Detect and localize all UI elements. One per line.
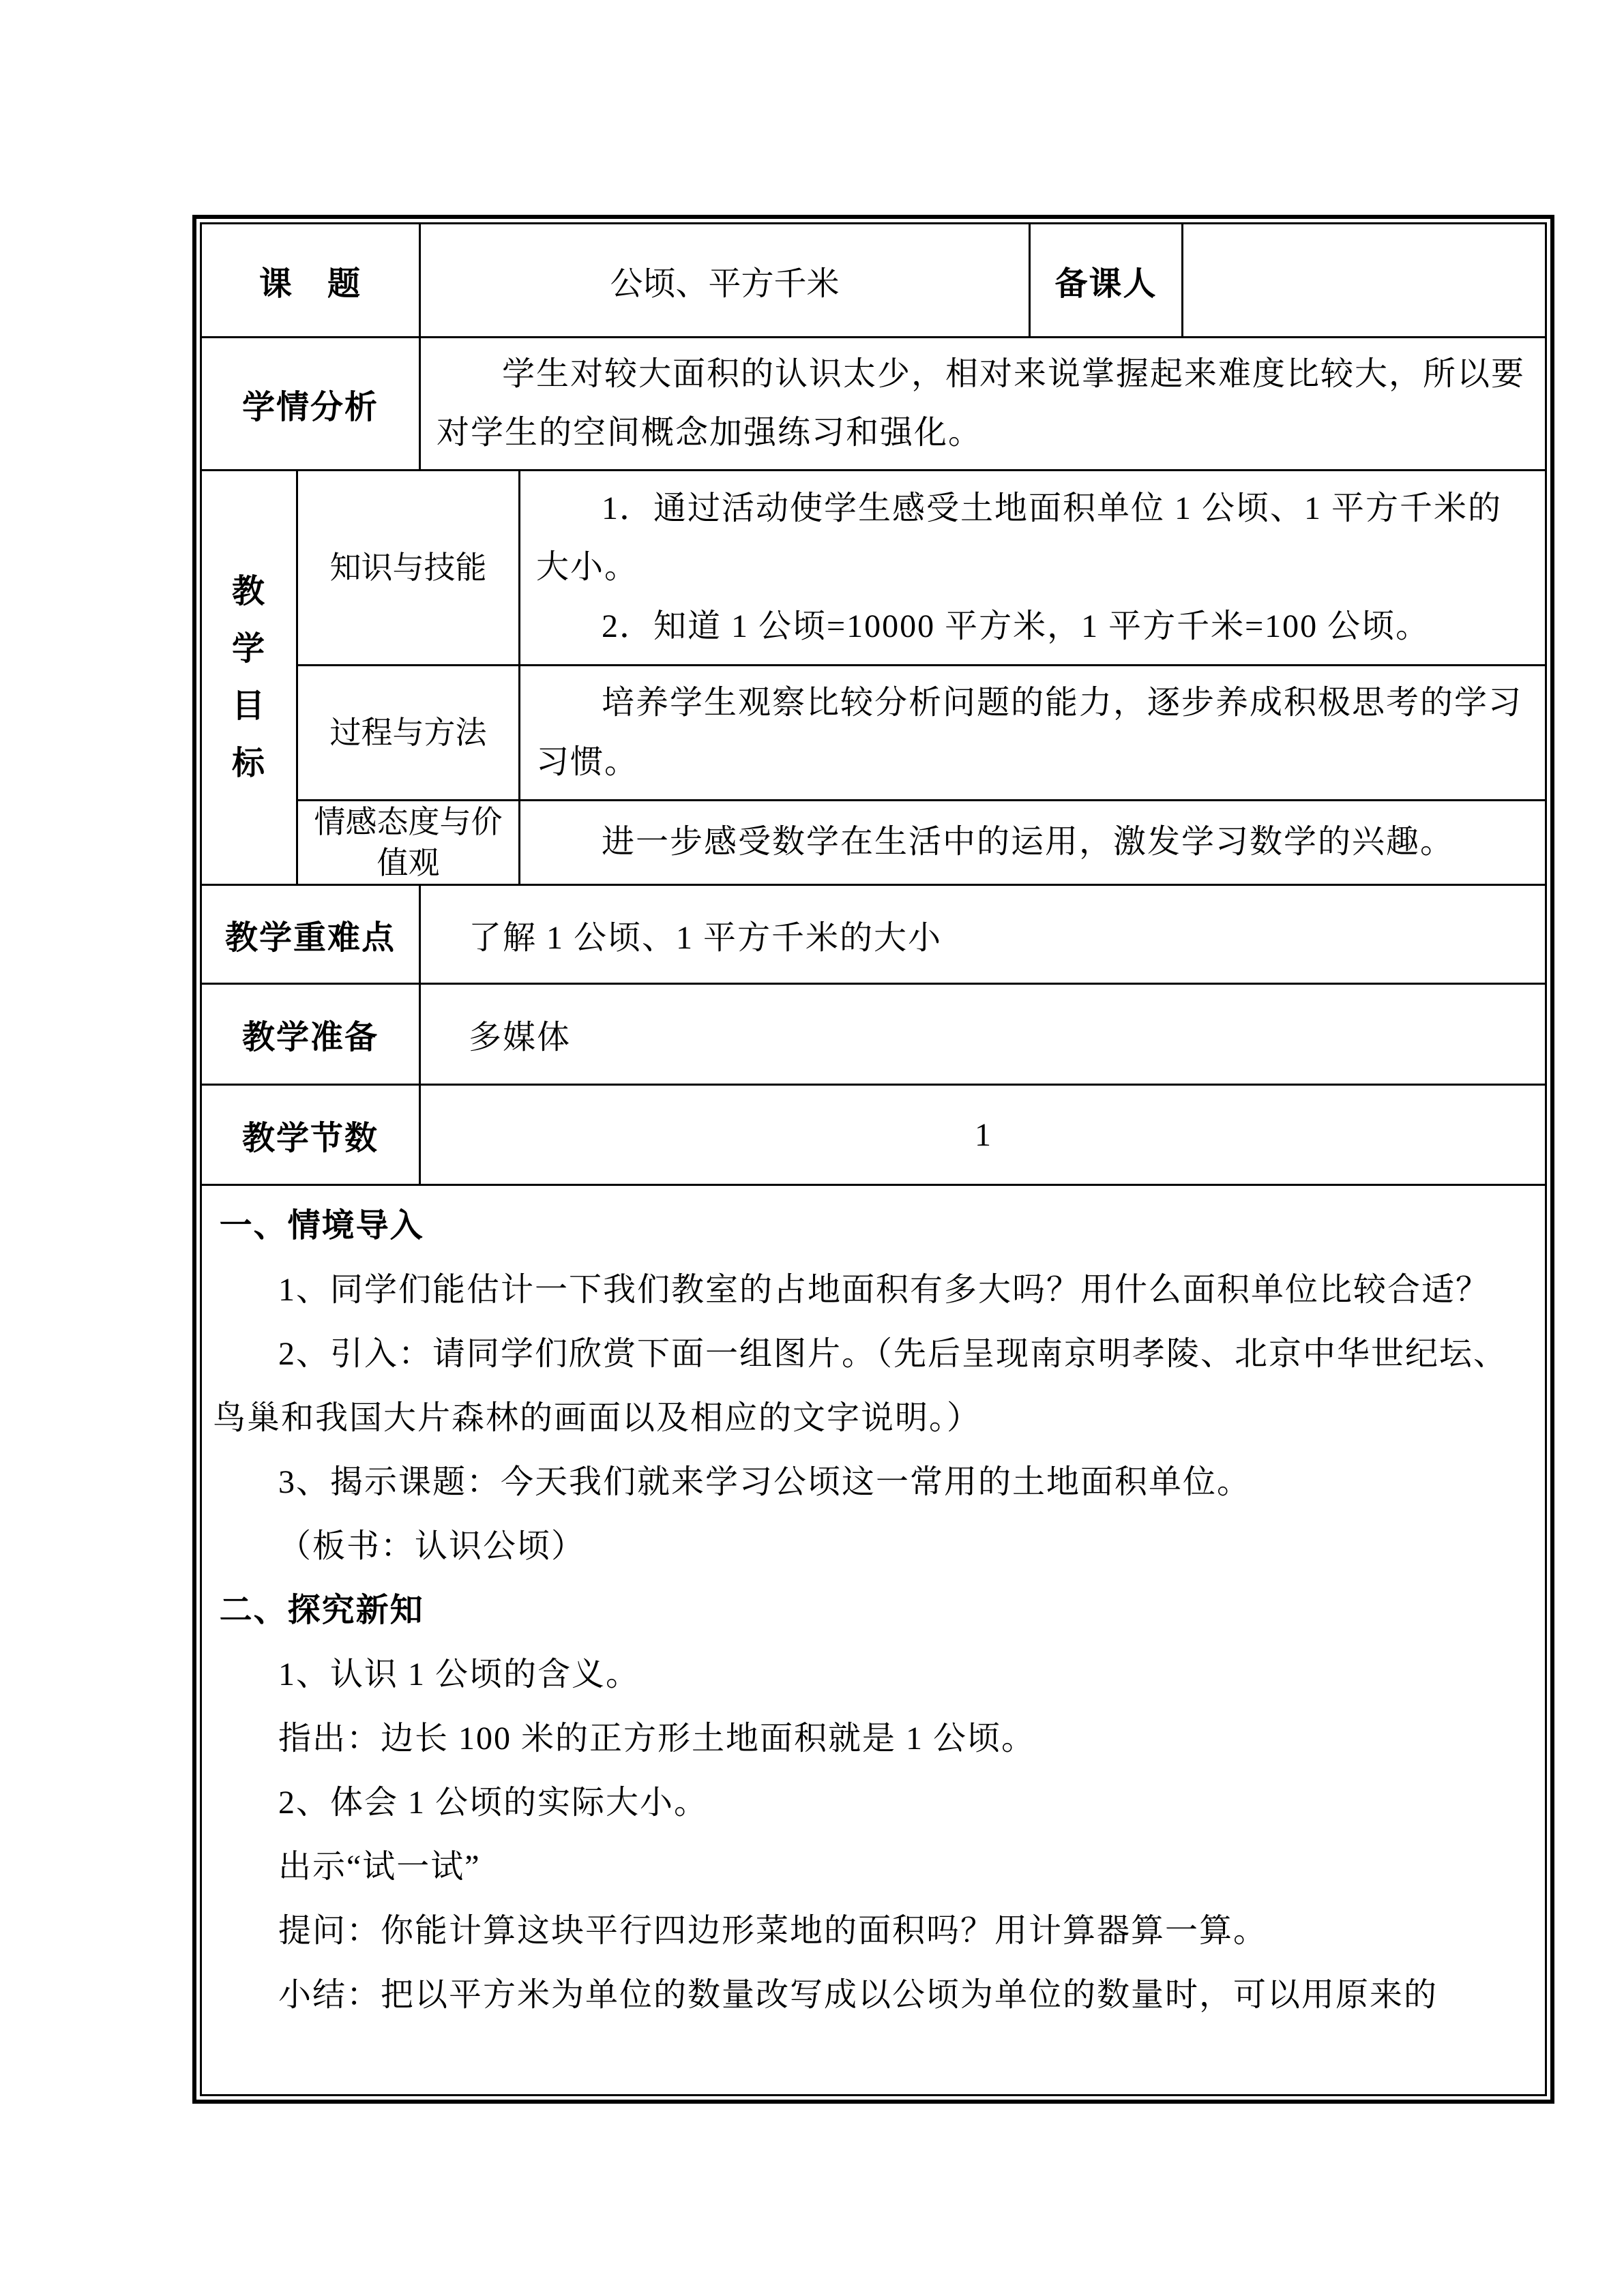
- key-points-content: 了解 1 公顷、1 平方千米的大小: [420, 885, 1546, 984]
- objectives-process-content-cell: [520, 666, 1546, 801]
- objectives-process-row: [201, 666, 1546, 801]
- lesson-section-heading: 二、探究新知: [219, 1592, 424, 1628]
- objectives-knowledge-paragraph: 1．通过活动使学生感受土地面积单位 1 公顷、1 平方千米的大小。: [536, 490, 1503, 586]
- objectives-label-char: 教: [231, 573, 266, 610]
- topic-row: [201, 224, 1546, 338]
- preparation-label: 教学准备: [201, 984, 420, 1085]
- objectives-label-char: 目: [231, 687, 266, 724]
- lesson-paragraph: 3、揭示课题：今天我们就来学习公顷这一常用的土地面积单位。: [278, 1464, 1252, 1500]
- topic-value: 公顷、平方千米: [420, 224, 1030, 338]
- objectives-label-char: 学: [231, 630, 266, 667]
- analysis-content-cell: [420, 338, 1546, 471]
- lesson-paragraph: 提问：你能计算这块平行四边形菜地的面积吗？用计算器算一算。: [278, 1913, 1268, 1949]
- preparer-value: [1183, 224, 1546, 338]
- key-points-label: 教学重难点: [201, 885, 420, 984]
- topic-label: 课 题: [201, 224, 420, 338]
- periods-content: 1: [420, 1085, 1546, 1185]
- objectives-emotion-row: [201, 801, 1546, 885]
- lesson-paragraph: 指出：边长 100 米的正方形土地面积就是 1 公顷。: [278, 1720, 1036, 1757]
- preparation-content: 多媒体: [420, 984, 1546, 1085]
- lesson-paragraph: 1、认识 1 公顷的含义。: [278, 1656, 640, 1693]
- lesson-paragraph: 2、引入：请同学们欣赏下面一组图片。（先后呈现南京明孝陵、北京中华世纪坛、鸟巢和我国大片森林的画面以及相应的文字说明。）: [213, 1336, 1508, 1436]
- lesson-content: [201, 1185, 1546, 2096]
- objectives-label: [201, 471, 297, 885]
- lesson-paragraph: 小结：把以平方米为单位的数量改写成以公顷为单位的数量时，可以用原来的: [278, 1977, 1438, 2013]
- lesson-body-row: [201, 1185, 1546, 2096]
- objectives-sub-label-process: 过程与方法: [297, 666, 520, 801]
- preparation-row: [201, 984, 1546, 1085]
- lesson-paragraph: （板书：认识公顷）: [278, 1528, 586, 1564]
- objectives-knowledge-row: [201, 471, 1546, 666]
- objectives-process-paragraph: 培养学生观察比较分析问题的能力，逐步养成积极思考的学习习惯。: [536, 685, 1523, 780]
- lesson-plan-table: [200, 222, 1547, 2096]
- periods-row: [201, 1085, 1546, 1185]
- periods-label: 教学节数: [201, 1085, 420, 1185]
- analysis-label: 学情分析: [201, 338, 420, 471]
- objectives-knowledge-paragraph: 2．知道 1 公顷=10000 平方米，1 平方千米=100 公顷。: [602, 608, 1430, 644]
- lesson-section-heading: 一、情境导入: [219, 1208, 424, 1244]
- objectives-sub-label-emotion: 情感态度与价值观: [297, 801, 520, 885]
- objectives-emotion-content-cell: [520, 801, 1546, 885]
- lesson-plan-table-frame: [192, 215, 1554, 2104]
- analysis-content: 学生对较大面积的认识太少，相对来说掌握起来难度比较大，所以要对学生的空间概念加强练习和强化。: [437, 355, 1526, 451]
- lesson-paragraph: 2、体会 1 公顷的实际大小。: [278, 1785, 709, 1821]
- analysis-row: [201, 338, 1546, 471]
- objectives-label-char: 标: [231, 745, 266, 781]
- objectives-knowledge-content-cell: [520, 471, 1546, 666]
- lesson-paragraph: 出示“试一试”: [278, 1849, 481, 1885]
- lesson-paragraph: 1、同学们能估计一下我们教室的占地面积有多大吗？用什么面积单位比较合适？: [278, 1272, 1490, 1308]
- objectives-emotion-paragraph: 进一步感受数学在生活中的运用，激发学习数学的兴趣。: [602, 824, 1455, 861]
- objectives-sub-label-knowledge: 知识与技能: [297, 471, 520, 666]
- key-points-row: [201, 885, 1546, 984]
- preparer-label: 备课人: [1030, 224, 1183, 338]
